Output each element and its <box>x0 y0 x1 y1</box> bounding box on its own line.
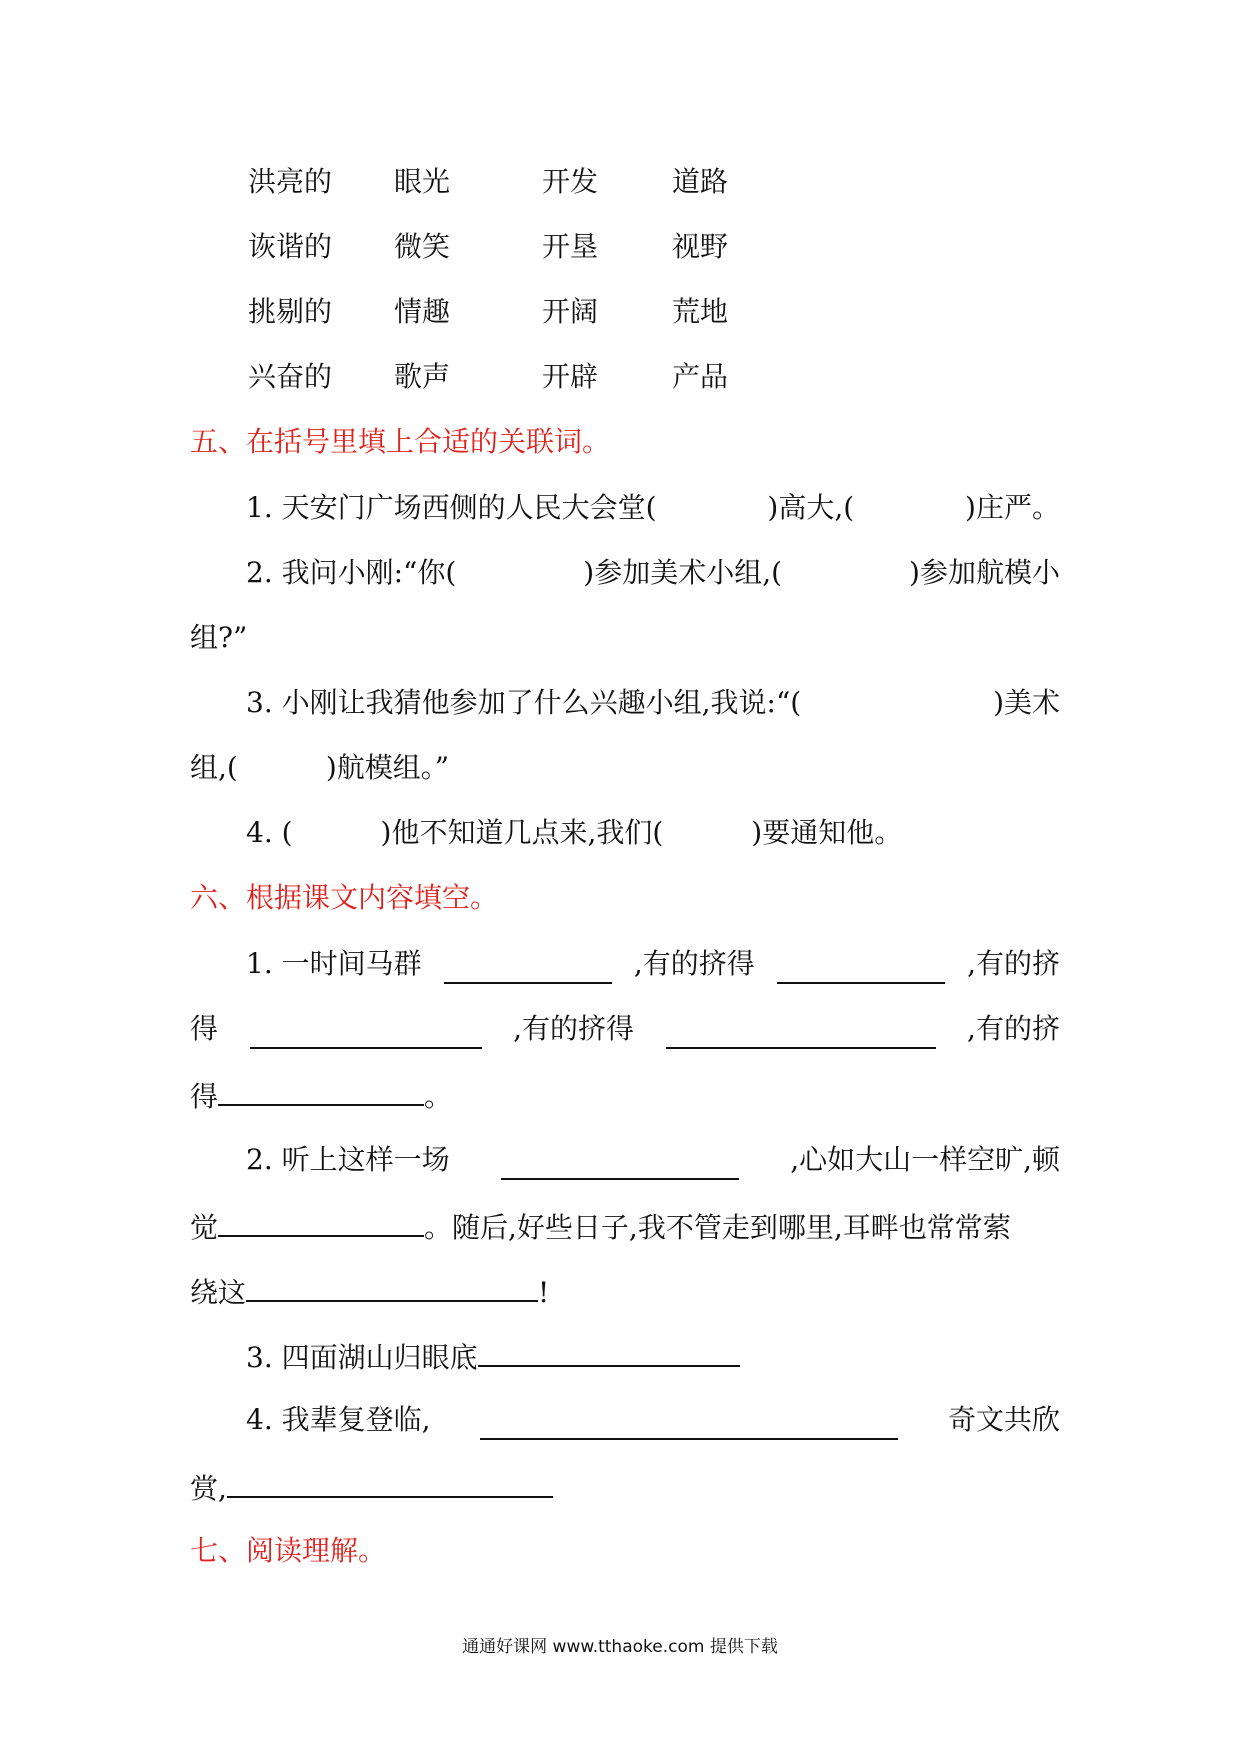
word-cell: 视野 <box>672 230 729 263</box>
word-cell: 开阔 <box>542 295 599 328</box>
word-row <box>248 227 848 292</box>
q-text: 1. 一时间马群 <box>246 947 422 980</box>
section-5-question-2 <box>246 553 1060 593</box>
section-6-question-4-cont <box>190 1466 1060 1509</box>
section-5-question-4 <box>246 813 1060 853</box>
q-text-wrap: 组?” <box>190 621 248 654</box>
q-text: 4. ( <box>246 816 293 849</box>
q-text: )参加航模小 <box>909 556 1060 589</box>
word-cell: 开垦 <box>542 230 599 263</box>
section-6-question-2 <box>246 1140 1060 1180</box>
q-text: 2. 听上这样一场 <box>246 1143 450 1176</box>
word-cell: 歌声 <box>394 360 451 393</box>
q-text: 得 <box>190 1012 219 1045</box>
q-text: )高大,( <box>767 491 855 524</box>
q-text: 。随后,好些日子,我不管走到哪里,耳畔也常常萦 <box>424 1211 1011 1244</box>
word-cell: 挑剔的 <box>248 295 333 328</box>
answer-blank[interactable] <box>777 952 945 984</box>
word-cell: 开发 <box>542 165 599 198</box>
q-text: )庄严。 <box>965 491 1060 524</box>
q-text: 3. 小刚让我猜他参加了什么兴趣小组,我说:“( <box>246 686 802 719</box>
word-cell: 兴奋的 <box>248 360 333 393</box>
answer-blank[interactable] <box>218 1205 424 1237</box>
section-6-question-4 <box>246 1400 1060 1440</box>
word-row <box>248 162 848 227</box>
section-6-question-2-cont <box>190 1205 1060 1248</box>
q-text: 奇文共欣 <box>947 1403 1060 1436</box>
section-5-question-1 <box>246 488 1060 528</box>
q-text: ,有的挤 <box>967 1012 1060 1045</box>
q-text: )他不知道几点来,我们( <box>380 816 664 849</box>
q-text: )要通知他。 <box>751 816 903 849</box>
word-cell: 微笑 <box>394 230 451 263</box>
word-row <box>248 292 848 357</box>
answer-blank[interactable] <box>444 952 612 984</box>
q-text: 1. 天安门广场西侧的人民大会堂( <box>246 491 657 524</box>
page-footer: 通通好课网 www.tthaoke.com 提供下载 <box>462 1637 778 1657</box>
q-text: ,有的挤得 <box>633 947 755 980</box>
section-6-question-3 <box>246 1335 1060 1378</box>
word-cell: 洪亮的 <box>248 165 333 198</box>
q-text: 。 <box>424 1080 453 1113</box>
section-6-question-1 <box>246 944 1060 984</box>
word-cell: 荒地 <box>672 295 729 328</box>
word-row <box>248 357 848 422</box>
section-7-title: 七、阅读理解。 <box>190 1534 387 1567</box>
answer-blank[interactable] <box>246 1270 538 1302</box>
section-6-question-1-cont <box>190 1009 1060 1049</box>
section-5-title: 五、在括号里填上合适的关联词。 <box>190 425 611 458</box>
q-text: )美术 <box>993 686 1060 719</box>
answer-blank[interactable] <box>478 1335 740 1367</box>
section-5-question-3 <box>246 683 1060 723</box>
answer-blank[interactable] <box>227 1466 553 1498</box>
answer-blank[interactable] <box>666 1017 936 1049</box>
word-cell: 眼光 <box>394 165 451 198</box>
word-cell: 道路 <box>672 165 729 198</box>
q-text: 2. 我问小刚:“你( <box>246 556 457 589</box>
section-6-title: 六、根据课文内容填空。 <box>190 881 499 914</box>
word-cell: 情趣 <box>394 295 451 328</box>
q-text: 觉 <box>190 1211 219 1244</box>
word-matching-grid <box>248 162 848 422</box>
answer-blank[interactable] <box>501 1148 739 1180</box>
q-text: ,心如大山一样空旷,顿 <box>790 1143 1060 1176</box>
answer-blank[interactable] <box>218 1074 424 1106</box>
section-6-question-2-end <box>190 1270 1060 1313</box>
q-text: 赏, <box>190 1472 227 1505</box>
q-text: ! <box>538 1276 550 1309</box>
q-text: 得 <box>190 1080 219 1113</box>
q-text: 组,( <box>190 751 238 784</box>
section-5-question-3-cont <box>190 748 1060 788</box>
word-cell: 诙谐的 <box>248 230 333 263</box>
word-cell: 产品 <box>672 360 729 393</box>
q-text: 3. 四面湖山归眼底 <box>246 1341 478 1374</box>
q-text: 4. 我辈复登临, <box>246 1403 431 1436</box>
answer-blank[interactable] <box>480 1408 898 1440</box>
q-text: )航模组。” <box>325 751 450 784</box>
q-text: )参加美术小组,( <box>583 556 783 589</box>
q-text: 绕这 <box>190 1276 247 1309</box>
word-cell: 开辟 <box>542 360 599 393</box>
q-text: ,有的挤 <box>967 947 1060 980</box>
answer-blank[interactable] <box>250 1017 482 1049</box>
q-text: ,有的挤得 <box>513 1012 634 1045</box>
section-6-question-1-end <box>190 1074 1060 1117</box>
